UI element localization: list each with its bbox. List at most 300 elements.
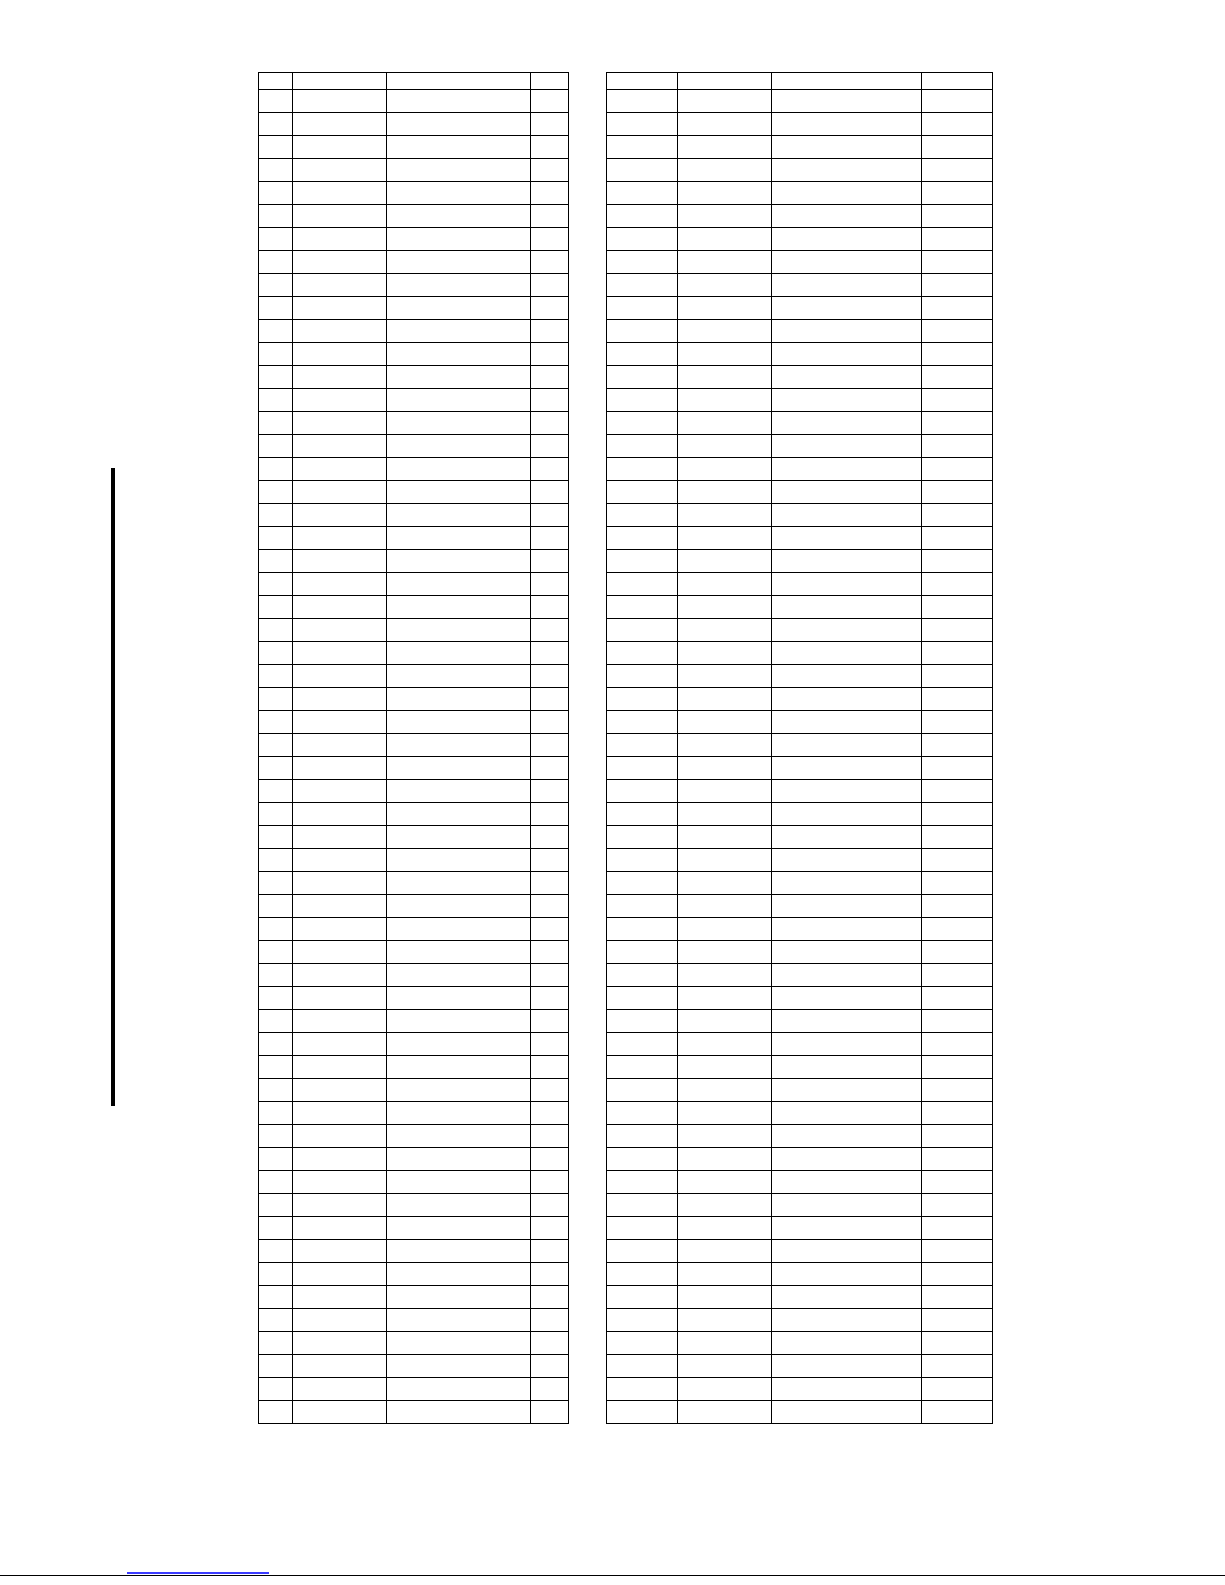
left-table-cell [259,274,293,297]
left-table-cell [259,182,293,205]
left-table-cell [387,1079,531,1102]
left-table-cell [293,251,387,274]
right-table-row [607,1401,993,1424]
left-table-cell [259,228,293,251]
left-table-row [259,1263,569,1286]
left-table-cell [259,366,293,389]
right-table-cell [922,251,993,274]
right-table-cell [772,1056,922,1079]
right-table-row [607,1079,993,1102]
right-table-cell [772,205,922,228]
right-table-cell [678,297,772,320]
left-table-cell [259,619,293,642]
left-table-row [259,366,569,389]
left-table-cell [293,458,387,481]
left-table-row [259,1194,569,1217]
right-table-cell [922,504,993,527]
left-table-row [259,826,569,849]
left-table-cell [531,297,569,320]
right-table-cell [922,1079,993,1102]
left-table-cell [531,481,569,504]
left-table-cell [531,918,569,941]
right-table-cell [772,251,922,274]
left-table-row [259,803,569,826]
left-table-cell [531,504,569,527]
right-table-cell [678,619,772,642]
right-table-cell [607,1102,678,1125]
right-table-cell [607,159,678,182]
right-table-row [607,711,993,734]
right-table-cell [607,642,678,665]
left-table-cell [387,987,531,1010]
right-table-row [607,1355,993,1378]
left-table-cell [293,159,387,182]
left-table-cell [259,1378,293,1401]
left-table-cell [293,1309,387,1332]
left-table-cell [531,1033,569,1056]
right-table-cell [678,780,772,803]
right-table-cell [922,619,993,642]
right-table-cell [678,1286,772,1309]
right-table-cell [922,1171,993,1194]
right-table-cell [607,389,678,412]
left-table-cell [293,182,387,205]
right-table-cell [678,849,772,872]
left-table-cell [531,389,569,412]
right-table-row [607,734,993,757]
left-table-cell [293,136,387,159]
right-table-cell [922,826,993,849]
right-table-row [607,320,993,343]
left-table-cell [259,1194,293,1217]
left-table-cell [531,757,569,780]
left-table-cell [531,780,569,803]
left-table-cell [259,113,293,136]
left-table-cell [531,964,569,987]
right-table-cell [607,757,678,780]
right-table-row [607,1263,993,1286]
right-table-cell [678,688,772,711]
right-table-row [607,1332,993,1355]
left-table-row [259,1125,569,1148]
right-table-cell [607,711,678,734]
left-table-cell [293,550,387,573]
right-table-cell [922,1102,993,1125]
right-table-cell [922,1056,993,1079]
right-table-cell [922,435,993,458]
right-table-cell [772,964,922,987]
right-table-cell [772,1171,922,1194]
left-table-cell [293,826,387,849]
left-table-row [259,320,569,343]
right-table-row [607,228,993,251]
left-table-cell [259,665,293,688]
right-table-cell [678,665,772,688]
right-table-cell [607,895,678,918]
left-table-cell [387,251,531,274]
right-table-cell [678,205,772,228]
right-table-row [607,1148,993,1171]
left-table-cell [259,1240,293,1263]
left-table-cell [387,665,531,688]
right-table-cell [922,1148,993,1171]
right-table-cell [772,182,922,205]
right-table-row [607,1056,993,1079]
right-table-cell [772,849,922,872]
left-table-cell [387,136,531,159]
left-table-cell [259,734,293,757]
left-table-cell [531,274,569,297]
left-table-cell [387,1401,531,1424]
right-table-cell [922,159,993,182]
left-table-cell [293,412,387,435]
right-table-cell [607,412,678,435]
right-table-row [607,1125,993,1148]
right-table-cell [678,343,772,366]
left-table-cell [293,688,387,711]
left-table-row [259,228,569,251]
left-table-cell [293,1148,387,1171]
left-table-cell [259,504,293,527]
left-table-cell [259,1171,293,1194]
left-table-cell [293,642,387,665]
right-table-cell [772,780,922,803]
left-table-cell [293,665,387,688]
left-table-cell [259,1102,293,1125]
right-table-cell [678,1194,772,1217]
left-table-cell [293,1125,387,1148]
right-table-row [607,1378,993,1401]
left-table-cell [293,1401,387,1424]
left-table-row [259,458,569,481]
left-table-cell [531,1079,569,1102]
left-table-cell [293,1355,387,1378]
right-table-cell [607,849,678,872]
right-table-row [607,1194,993,1217]
left-table-cell [531,803,569,826]
left-table-cell [531,895,569,918]
left-table-cell [531,1217,569,1240]
right-table-cell [607,987,678,1010]
left-table-cell [531,619,569,642]
right-table-cell [678,1033,772,1056]
right-table-cell [607,481,678,504]
right-table-cell [772,1286,922,1309]
left-table-cell [293,849,387,872]
left-table-cell [293,734,387,757]
right-table-cell [678,228,772,251]
right-table-row [607,481,993,504]
right-table-cell [772,412,922,435]
right-table-cell [678,1378,772,1401]
left-table-row [259,1240,569,1263]
left-table-cell [259,1125,293,1148]
right-table-row [607,1033,993,1056]
left-table-cell [259,711,293,734]
left-table-row [259,343,569,366]
left-table-cell [387,596,531,619]
left-table-cell [387,1263,531,1286]
right-table-cell [607,1309,678,1332]
right-table-cell [678,274,772,297]
left-table-cell [293,481,387,504]
right-table-cell [607,458,678,481]
right-table-row [607,113,993,136]
left-table-cell [387,1309,531,1332]
left-table-cell [531,159,569,182]
left-table-cell [259,1286,293,1309]
left-table-cell [387,1033,531,1056]
right-table-cell [607,1332,678,1355]
left-table-cell [293,320,387,343]
right-table-cell [607,872,678,895]
right-table-cell [607,435,678,458]
right-table-cell [678,711,772,734]
left-table-cell [531,251,569,274]
right-table-row [607,136,993,159]
right-table-row [607,780,993,803]
right-table-row [607,527,993,550]
right-table-cell [772,1148,922,1171]
left-table-cell [387,550,531,573]
left-table-row [259,1332,569,1355]
right-table-cell [607,1355,678,1378]
right-table-row [607,274,993,297]
left-table-cell [293,1263,387,1286]
left-table-cell [259,90,293,113]
left-table-cell [531,849,569,872]
right-table-cell [922,803,993,826]
left-table-cell [531,458,569,481]
right-table-cell [772,113,922,136]
left-table-cell [259,780,293,803]
left-table-cell [259,343,293,366]
right-table-cell [607,1079,678,1102]
left-table-cell [387,366,531,389]
right-table-cell [678,1010,772,1033]
left-table-row [259,711,569,734]
right-table-cell [607,297,678,320]
right-table-row [607,849,993,872]
right-grid-table [606,72,993,1424]
left-table-cell [387,1056,531,1079]
left-table-cell [387,688,531,711]
right-table-cell [772,826,922,849]
left-table-cell [531,343,569,366]
left-table-cell [259,1332,293,1355]
left-table-row [259,987,569,1010]
left-table-cell [259,205,293,228]
left-table-cell [293,619,387,642]
left-table-row [259,688,569,711]
left-table-cell [259,389,293,412]
right-table-cell [772,1263,922,1286]
right-table-cell [607,1125,678,1148]
right-table-row [607,90,993,113]
left-table-cell [531,320,569,343]
left-table-cell [293,1286,387,1309]
left-header-row [259,73,569,90]
left-table-cell [259,987,293,1010]
left-table-cell [293,113,387,136]
left-table-cell [387,297,531,320]
right-table-cell [607,320,678,343]
left-table-cell [387,113,531,136]
left-table-cell [259,527,293,550]
left-table-row [259,90,569,113]
right-table-row [607,596,993,619]
left-table-cell [531,1102,569,1125]
right-table-cell [678,1125,772,1148]
right-table-cell [607,1148,678,1171]
right-table-cell [922,849,993,872]
left-table-row [259,504,569,527]
left-table-cell [531,366,569,389]
right-table-row [607,159,993,182]
right-table-cell [922,389,993,412]
right-table-row [607,1286,993,1309]
left-table-row [259,205,569,228]
left-table-cell [387,895,531,918]
left-table-row [259,734,569,757]
right-table-row [607,1240,993,1263]
right-table-cell [922,757,993,780]
right-table-cell [922,412,993,435]
right-table-cell [678,895,772,918]
left-table-cell [531,182,569,205]
right-table-cell [772,320,922,343]
right-table-cell [607,688,678,711]
right-table-row [607,1309,993,1332]
left-table-cell [259,895,293,918]
left-table-cell [531,734,569,757]
left-table-cell [531,688,569,711]
left-table-cell [387,274,531,297]
left-table-cell [387,458,531,481]
right-table-cell [607,780,678,803]
left-table-cell [293,872,387,895]
left-table-cell [387,504,531,527]
right-table-cell [607,1217,678,1240]
right-table-cell [607,941,678,964]
right-table-cell [772,228,922,251]
left-table-cell [531,1194,569,1217]
right-table-cell [922,90,993,113]
left-table-row [259,527,569,550]
left-table-cell [531,412,569,435]
right-table-cell [922,665,993,688]
right-table-cell [922,1217,993,1240]
left-table-cell [531,596,569,619]
left-table-cell [293,1378,387,1401]
left-table-row [259,1217,569,1240]
right-table-cell [772,619,922,642]
right-table-row [607,918,993,941]
right-table-cell [922,320,993,343]
right-table-cell [678,251,772,274]
left-table-cell [531,228,569,251]
right-table-row [607,182,993,205]
right-table-cell [607,826,678,849]
right-table-cell [772,481,922,504]
right-table-cell [772,1010,922,1033]
right-table-cell [922,688,993,711]
right-table-cell [678,596,772,619]
left-table-cell [293,389,387,412]
right-table-cell [678,1332,772,1355]
left-table-cell [531,113,569,136]
left-table-cell [259,458,293,481]
left-table-cell [387,90,531,113]
left-table-cell [387,872,531,895]
left-table-cell [531,1056,569,1079]
right-table-cell [678,136,772,159]
right-table-row [607,964,993,987]
left-table-row [259,757,569,780]
right-table-cell [922,228,993,251]
right-table-cell [678,90,772,113]
left-table-cell [259,757,293,780]
left-header-cell [387,73,531,90]
right-table-cell [772,527,922,550]
left-table-cell [259,1010,293,1033]
right-table-cell [678,1240,772,1263]
right-table-cell [772,596,922,619]
left-table-cell [387,159,531,182]
left-table-cell [387,780,531,803]
left-table-cell [531,136,569,159]
right-table-cell [607,90,678,113]
right-table-cell [678,1079,772,1102]
left-table-cell [387,1217,531,1240]
right-table-cell [922,780,993,803]
right-table-cell [678,642,772,665]
left-table-cell [293,1010,387,1033]
right-table-cell [607,550,678,573]
right-table-cell [922,711,993,734]
right-table-row [607,941,993,964]
footer-link-mark[interactable] [127,1572,269,1574]
left-table-cell [293,573,387,596]
left-table-cell [387,1240,531,1263]
left-table-cell [387,619,531,642]
right-table-cell [678,366,772,389]
right-table-cell [607,1263,678,1286]
left-table-row [259,1148,569,1171]
left-table-row [259,412,569,435]
right-table-cell [607,504,678,527]
left-table-cell [293,297,387,320]
right-table-cell [772,1240,922,1263]
left-table-cell [293,1079,387,1102]
left-table-cell [259,688,293,711]
right-table-cell [772,1401,922,1424]
left-table-cell [293,803,387,826]
right-table-cell [922,205,993,228]
footer-rule [0,1575,1225,1576]
left-table-cell [387,711,531,734]
right-table-cell [607,918,678,941]
right-table-cell [772,435,922,458]
left-table-row [259,964,569,987]
right-table-row [607,504,993,527]
right-table-cell [607,964,678,987]
left-table-cell [387,320,531,343]
right-table-cell [607,113,678,136]
left-table-cell [293,1240,387,1263]
right-table-cell [772,458,922,481]
left-table-cell [293,1194,387,1217]
